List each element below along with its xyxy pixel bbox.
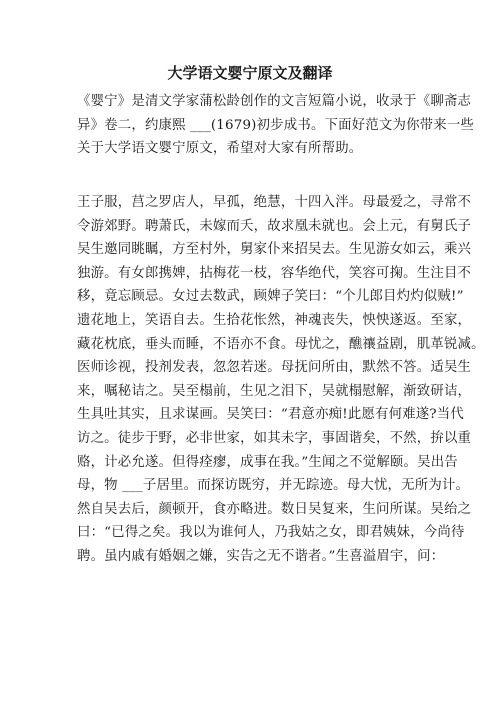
text-line: 生具吐其实，且求谋画。吴笑曰：“君意亦痴!此愿有何难遂?当代 bbox=[77, 407, 464, 423]
intro-paragraph bbox=[77, 90, 475, 161]
text-line: 母，物 ___子居里。而探访既穷，并无踪迹。母大忧，无所为计。 bbox=[77, 478, 470, 494]
text-line: 独游。有女郎携婢，拈梅花一枝，容华绝代，笑容可掬。生注目不 bbox=[77, 265, 472, 281]
text-line: 赂，计必允遂。但得痊瘳，成事在我。”生闻之不觉解颐。吴出告 bbox=[77, 454, 458, 470]
text-line: 遗花地上，笑语自去。生拾花怅然，神魂丧失，怏怏遂返。至家， bbox=[77, 312, 472, 328]
text-line: 然自吴去后，颜顿开，食亦略进。数日吴复来，生问所谋。吴绐之 bbox=[77, 501, 472, 517]
text-line: 王子服，莒之罗店人，早孤，绝慧，十四入泮。母最爱之，寻常不 bbox=[77, 195, 472, 210]
text-line: 来，嘱秘诘之。吴至榻前，生见之泪下，吴就榻慰解，渐致研诘， bbox=[77, 383, 472, 399]
intro-line: 关于大学语文婴宁原文，希望对大家有所帮助。 bbox=[77, 141, 363, 157]
text-line: 吴生邀同眺瞩，方至村外，舅家仆来招吴去。生见游女如云，乘兴 bbox=[77, 242, 472, 258]
text-line: 曰：“已得之矣。我以为谁何人，乃我姑之女，即君姨妹，今尚待 bbox=[77, 525, 465, 541]
text-line: 访之。徒步于野，必非世家，如其未字，事固谐矣，不然，拚以重 bbox=[77, 430, 472, 446]
text-line: 令游郊野。聘萧氏，未嫁而夭，故求凰未就也。会上元，有舅氏子 bbox=[77, 218, 472, 234]
document-title: 大学语文婴宁原文及翻译 bbox=[167, 64, 333, 82]
intro-line: 《婴宁》是清文学家蒲松龄创作的文言短篇小说，收录于《聊斋志 bbox=[77, 94, 472, 109]
text-line: 移，竟忘顾忌。女过去数武，顾婢子笑曰：“个儿郎目灼灼似贼!” bbox=[77, 289, 464, 305]
original-text-paragraph bbox=[77, 191, 485, 569]
text-line: 藏花枕底，垂头而睡，不语亦不食。母忧之，醮禳益剧，肌革锐减。 bbox=[77, 336, 485, 352]
text-line: 医师诊视，投剂发表，忽忽若迷。母抚问所由，默然不答。适吴生 bbox=[77, 360, 472, 376]
text-line: 聘。虽内戚有婚姻之嫌，实告之无不谐者。”生喜溢眉宇，问： bbox=[77, 548, 445, 564]
intro-line: 异》卷二，约康熙 ___(1679)初步成书。下面好范文为你带来一些 bbox=[77, 117, 475, 133]
